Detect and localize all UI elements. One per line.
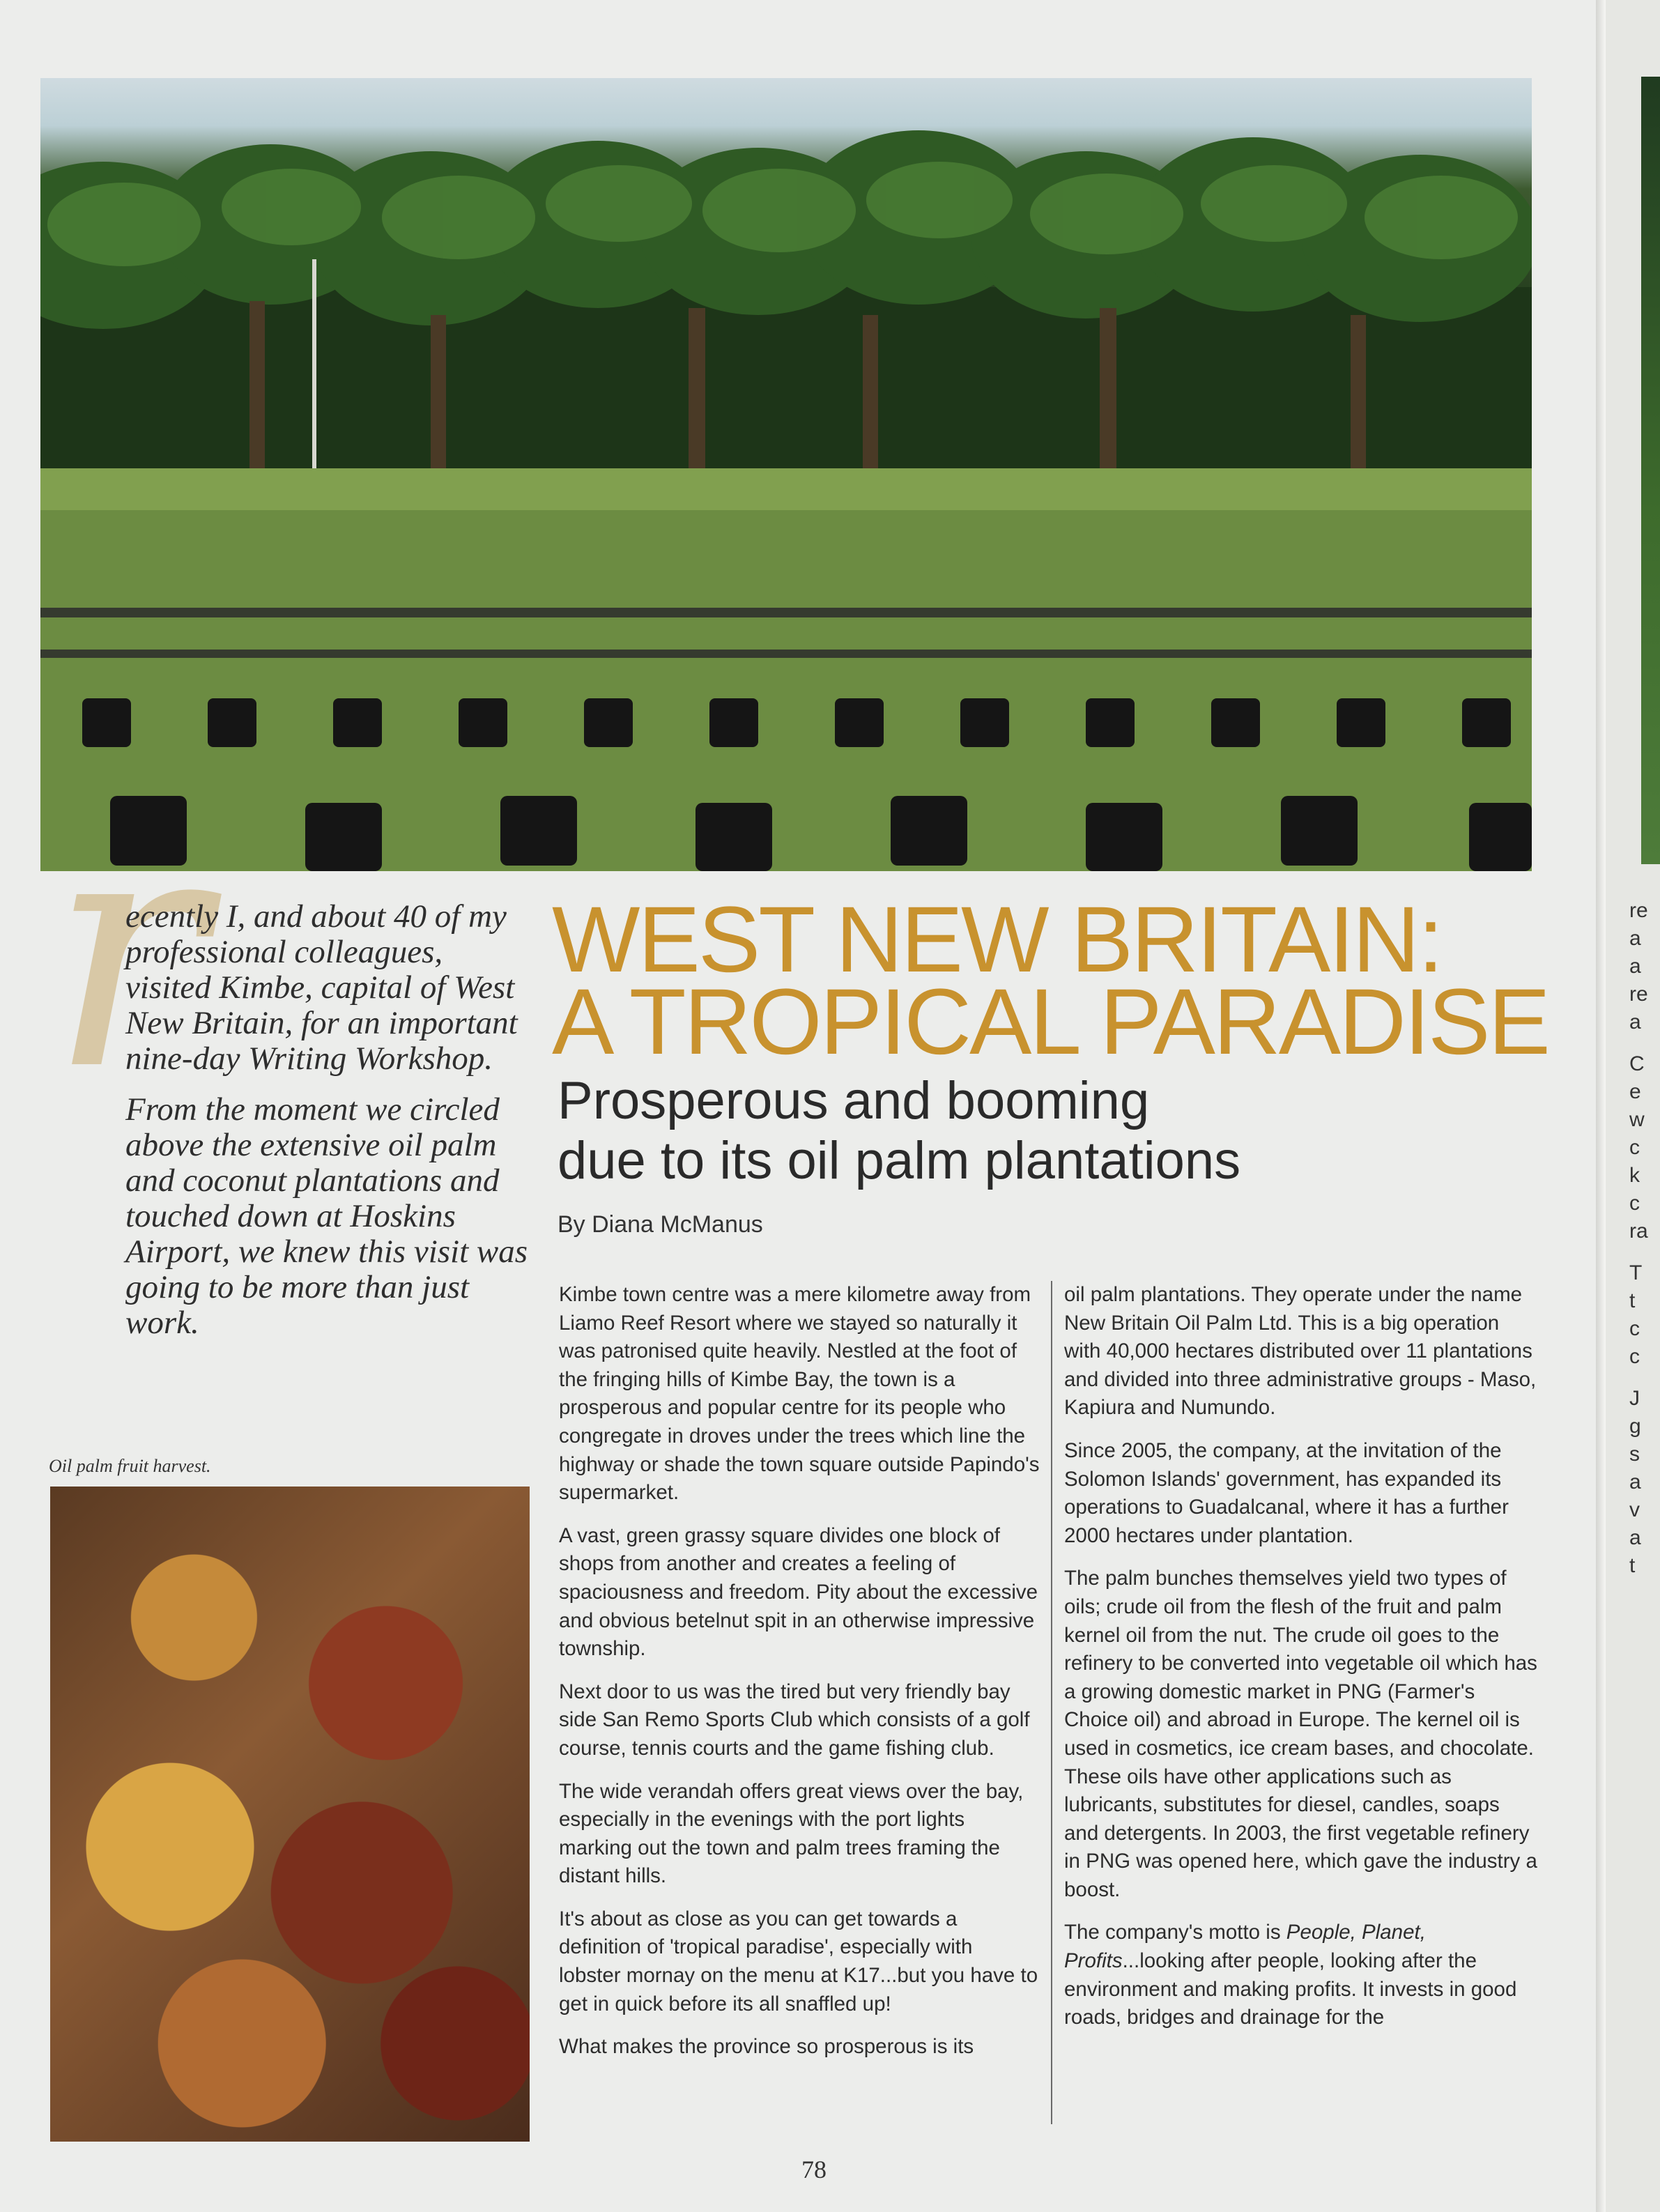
body-paragraph: A vast, green grassy square divides one block of shops from another and creates a feeling of spaciousness and freedom. Pity about the excessive and obvious betelnut spit in an otherwise impressive township. bbox=[559, 1523, 1038, 1661]
intro-paragraph: From the moment we circled above the extensive oil palm and coconut plantations and touched down at Hoskins Airport, we knew this visit was going to be more than just work. bbox=[125, 1091, 528, 1341]
body-paragraph: What makes the province so prosperous is its bbox=[559, 2035, 974, 2059]
article-column-2 bbox=[1064, 1281, 1538, 2047]
subheadline-line: Prosperous and booming bbox=[558, 1071, 1150, 1130]
next-page-letter: w bbox=[1629, 1108, 1645, 1131]
photo-caption: Oil palm fruit harvest. bbox=[49, 1456, 211, 1476]
motto-rest: ...looking after people, looking after the environment and making profits. It invests in good roads, bridges and drainage for the bbox=[1064, 1949, 1517, 2029]
article-column-1 bbox=[559, 1281, 1040, 2076]
next-page-letter: g bbox=[1629, 1415, 1641, 1438]
oil-palm-plantation-photo bbox=[40, 78, 1532, 871]
body-paragraph: oil palm plantations. They operate under the name New Britain Oil Palm Ltd. This is a big operation with 40,000 hectares distributed over 11 plantations and divided into three administrative groups - Maso, Kapiura and Numundo. bbox=[1064, 1283, 1537, 1420]
next-page-letter: a bbox=[1629, 955, 1641, 978]
next-page-letter: c bbox=[1629, 1317, 1640, 1340]
body-paragraph: It's about as close as you can get towards a definition of 'tropical paradise', especially with lobster mornay on the menu at K17...but you have to get in quick before its all snaffled up! bbox=[559, 1907, 1038, 2015]
next-page-letter: a bbox=[1629, 1526, 1641, 1549]
next-page-letter: J bbox=[1629, 1387, 1640, 1410]
next-page-letter: re bbox=[1629, 983, 1648, 1006]
next-page-letter: a bbox=[1629, 1011, 1641, 1034]
oil-palm-fruit-photo bbox=[50, 1487, 530, 2142]
page-gutter bbox=[1596, 0, 1606, 2212]
next-page-letter: ra bbox=[1629, 1220, 1648, 1243]
byline: By Diana McManus bbox=[558, 1211, 763, 1238]
body-paragraph: Since 2005, the company, at the invitation of the Solomon Islands' government, has expanded its operations to Guadalcanal, where it has a further 2000 hectares under plantation. bbox=[1064, 1438, 1509, 1547]
next-page-letter: C bbox=[1629, 1052, 1645, 1075]
next-page-letter: a bbox=[1629, 1470, 1641, 1493]
body-paragraph: The wide verandah offers great views over the bay, especially in the evenings with the port lights marking out the town and palm trees framing the distant hills. bbox=[559, 1779, 1024, 1888]
next-page-letter: c bbox=[1629, 1192, 1640, 1215]
body-paragraph: The palm bunches themselves yield two types of oils; crude oil from the flesh of the fruit and palm kernel oil from the nut. The crude oil goes to the refinery to be converted into vegetable oil which has a growing domestic market in PNG (Farmer's Choice oil) and abroad in Europe. The kernel oil is used in cosmetics, ice cream bases, and chocolate. These oils have other applications such as lubricants, substitutes for diesel, candles, soaps and detergents. In 2003, the first vegetable refinery in PNG was opened here, which gave the industry a boost. bbox=[1064, 1567, 1537, 1901]
intro-paragraph: ecently I, and about 40 of my professional colleagues, visited Kimbe, capital of West New Britain, for an important nine-day Writing Workshop. bbox=[125, 898, 518, 1077]
subheadline-line: due to its oil palm plantations bbox=[558, 1131, 1241, 1190]
next-page-letter: c bbox=[1629, 1136, 1640, 1159]
next-page-letter: t bbox=[1629, 1554, 1636, 1577]
company-motto: People, Planet, Profits bbox=[1064, 1921, 1426, 1973]
next-page-letter: c bbox=[1629, 1345, 1640, 1368]
body-paragraph-motto bbox=[1064, 1919, 1538, 2031]
headline-line: A TROPICAL PARADISE bbox=[552, 970, 1548, 1074]
intro-text bbox=[125, 899, 530, 1356]
seedling-rows-illustration bbox=[40, 468, 1532, 871]
page-number: 78 bbox=[801, 2156, 827, 2183]
palm-trees-illustration bbox=[40, 120, 1532, 510]
motto-intro: The company's motto is bbox=[1064, 1921, 1286, 1944]
body-paragraph: Kimbe town centre was a mere kilometre away from Liamo Reef Resort where we stayed so naturally it was patronised quite heavily. Nestled at the foot of the fringing hills of Kimbe Bay, the town is a prosperous and popular centre for its people who congregate in droves under the trees which line the highway or shade the town square outside Papindo's supermarket. bbox=[559, 1283, 1040, 1505]
body-paragraph: Next door to us was the tired but very friendly bay side San Remo Sports Club which consists of a golf course, tennis courts and the game fishing club. bbox=[559, 1680, 1030, 1760]
next-page-photo-edge bbox=[1641, 77, 1660, 864]
article-headline bbox=[552, 888, 1562, 1074]
article-subheadline bbox=[558, 1071, 1463, 1191]
next-page-letter: a bbox=[1629, 927, 1641, 950]
next-page-letter: k bbox=[1629, 1164, 1640, 1187]
drop-cap: r bbox=[49, 760, 206, 1142]
next-page-letter: e bbox=[1629, 1080, 1641, 1103]
next-page-letter: v bbox=[1629, 1498, 1640, 1521]
headline-line: WEST NEW BRITAIN: bbox=[552, 888, 1442, 992]
next-page-letter: T bbox=[1629, 1261, 1643, 1284]
next-page-letter: re bbox=[1629, 899, 1648, 922]
next-page-letter: s bbox=[1629, 1443, 1640, 1466]
next-page-letter: t bbox=[1629, 1289, 1636, 1312]
column-divider bbox=[1051, 1281, 1052, 2124]
